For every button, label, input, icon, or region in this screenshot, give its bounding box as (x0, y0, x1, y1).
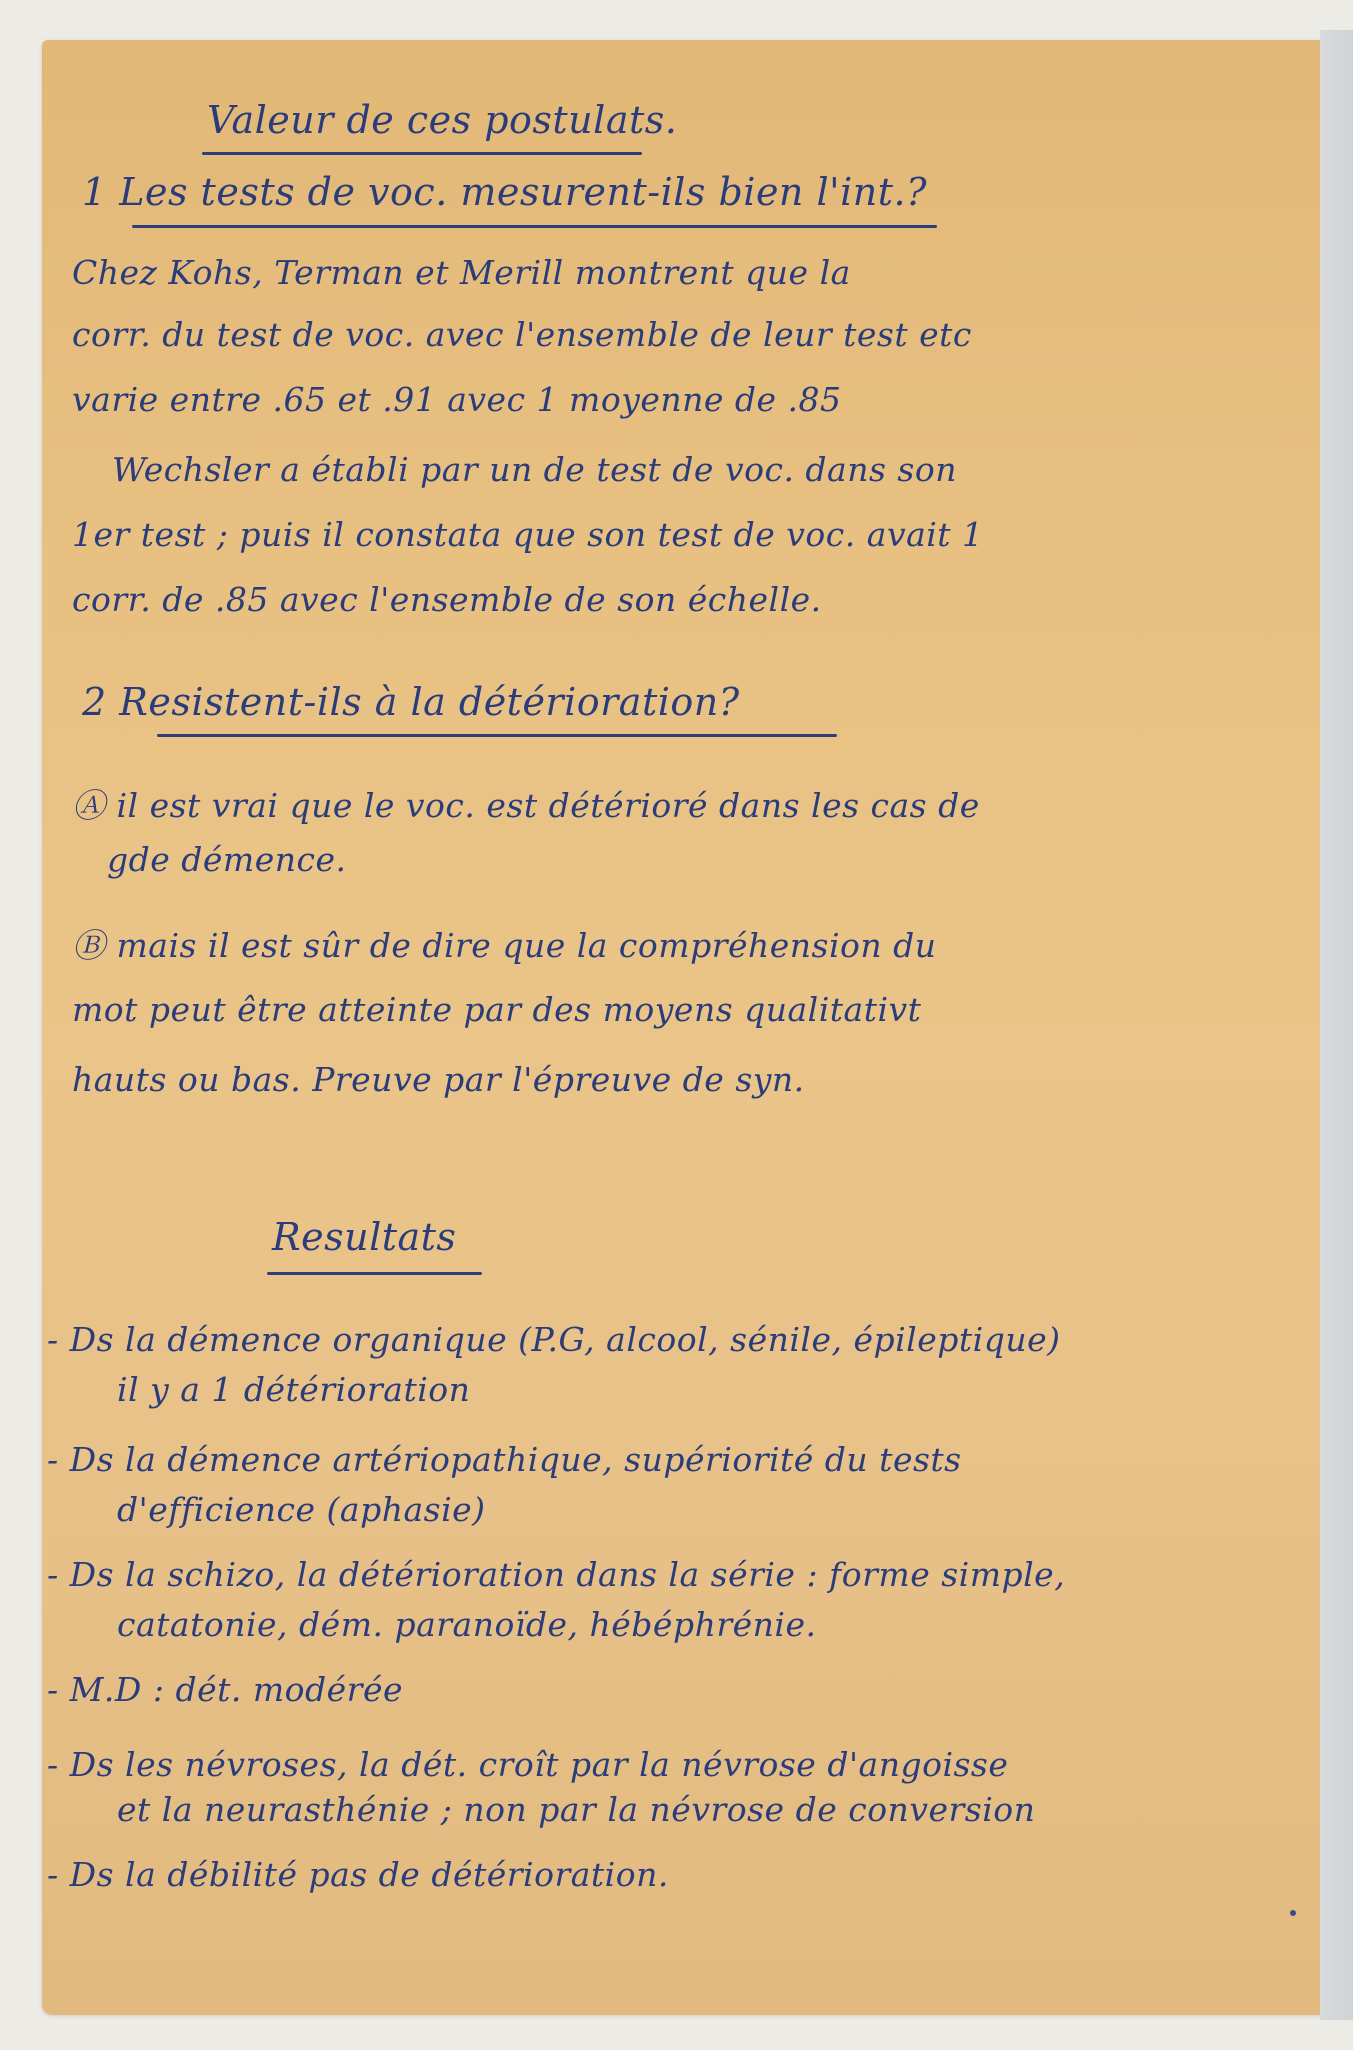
ink-dot (1290, 1910, 1296, 1916)
point-b-line: mot peut être atteinte par des moyens qualitativt (72, 990, 922, 1029)
results-title: Resultats (272, 1215, 457, 1259)
paragraph-1-line: varie entre .65 et .91 avec 1 moyenne de .85 (72, 380, 842, 419)
result-item: d'efficience (aphasie) (117, 1490, 486, 1529)
page-edge-shadow (1320, 30, 1353, 2020)
result-item: - M.D : dét. modérée (47, 1670, 404, 1709)
result-item: catatonie, dém. paranoïde, hébéphrénie. (117, 1605, 817, 1644)
point-b-line: hauts ou bas. Preuve par l'épreuve de syn. (72, 1060, 805, 1099)
results-underline (267, 1272, 482, 1275)
question-1-underline (132, 225, 937, 228)
result-item: - Ds la débilité pas de détérioration. (47, 1855, 669, 1894)
paragraph-1-line: Wechsler a établi par un de test de voc. dans son (112, 450, 957, 489)
result-item: il y a 1 détérioration (117, 1370, 471, 1409)
question-2-underline (157, 734, 837, 737)
result-item: - Ds la schizo, la détérioration dans la série : forme simple, (47, 1555, 1066, 1594)
title-underline (202, 152, 642, 155)
point-a-line: gde démence. (107, 840, 347, 879)
point-a-line: Ⓐ il est vrai que le voc. est détérioré dans les cas de (72, 786, 980, 825)
question-2: 2 Resistent-ils à la détérioration? (82, 680, 740, 724)
notebook-page (42, 40, 1324, 2015)
point-b-line: Ⓑ mais il est sûr de dire que la compréhension du (72, 926, 937, 965)
paragraph-1-line: corr. de .85 avec l'ensemble de son échelle. (72, 580, 822, 619)
paragraph-1-line: 1er test ; puis il constata que son test de voc. avait 1 (72, 515, 984, 554)
result-item: - Ds la démence organique (P.G, alcool, sénile, épileptique) (47, 1320, 1061, 1359)
paragraph-1-line: Chez Kohs, Terman et Merill montrent que la (72, 253, 851, 292)
result-item: - Ds la démence artériopathique, supériorité du tests (47, 1440, 962, 1479)
result-item: et la neurasthénie ; non par la névrose de conversion (117, 1790, 1036, 1829)
paragraph-1-line: corr. du test de voc. avec l'ensemble de leur test etc (72, 315, 972, 354)
question-1: 1 Les tests de voc. mesurent-ils bien l'int.? (82, 170, 927, 214)
result-item: - Ds les névroses, la dét. croît par la névrose d'angoisse (47, 1745, 1009, 1784)
section-title: Valeur de ces postulats. (207, 98, 678, 142)
